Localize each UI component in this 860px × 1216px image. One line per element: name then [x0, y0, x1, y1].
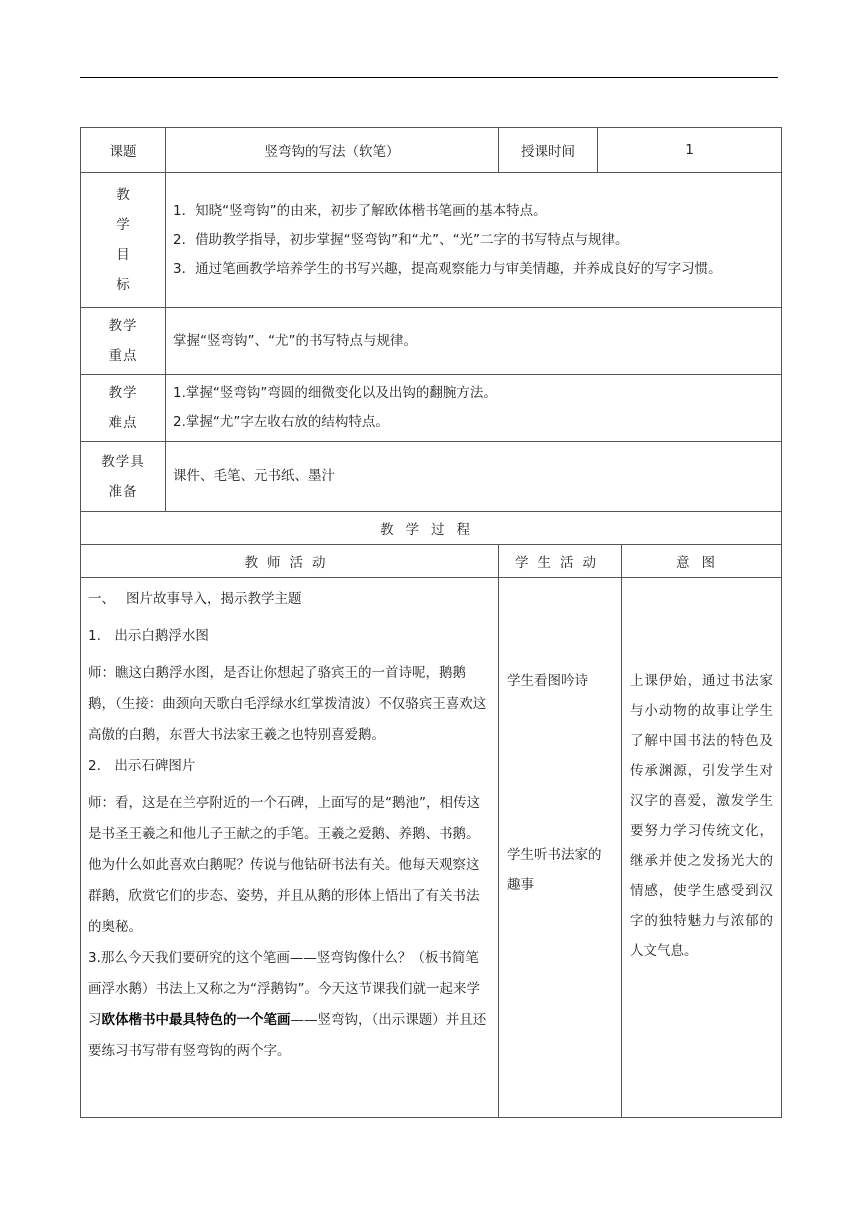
process-content-row — [81, 578, 782, 1118]
difficulties-label — [81, 375, 166, 442]
teacher-paragraph: 师：瞧这白鹅浮水图，是否让你想起了骆宾王的一首诗呢，鹅鹅鹅，（生接：曲颈向天歌白毛浮绿水红掌拨清波）不仅骆宾王喜欢这高傲的白鹅，东晋大书法家王羲之也特别喜爱鹅。 — [88, 665, 487, 743]
difficulty-item: 1.掌握“竖弯钩”弯圆的细微变化以及出钩的翻腕方法。 — [173, 385, 497, 401]
key-points-label-line: 教学 — [108, 318, 138, 334]
goal-item: 1．知晓“竖弯钩”的由来，初步了解欧体楷书笔画的基本特点。 — [173, 202, 547, 219]
process-header-row — [81, 545, 782, 578]
difficulties-content — [166, 375, 782, 442]
topic-label: 课题 — [81, 128, 166, 173]
teacher-activity — [81, 578, 499, 1118]
lesson-plan-table — [80, 127, 782, 1118]
goals-label-char: 目 — [116, 247, 130, 263]
teacher-step: 2. 出示石碑图片 — [88, 758, 196, 774]
teacher-step: 1. 出示白鹅浮水图 — [88, 628, 209, 644]
process-title-row — [81, 512, 782, 545]
intent-text: 上课伊始，通过书法家与小动物的故事让学生了解中国书法的特色及传承渊源，引发学生对汉字的喜爱，激发学生要努力学习传统文化，继承并使之发扬光大的情感，使学生感受到汉字的独特魅力与浓郁的人文气息。 — [630, 673, 774, 959]
materials-label — [81, 442, 166, 512]
key-points-label — [81, 308, 166, 375]
difficulties-label-line: 教学 — [108, 385, 138, 401]
materials-label-line: 教学具 — [101, 453, 145, 470]
difficulties-row — [81, 375, 782, 442]
goals-label — [81, 173, 166, 308]
difficulties-label-line: 难点 — [108, 415, 138, 431]
process-title: 教学过程 — [81, 512, 782, 545]
topic-value: 竖弯钩的写法（软笔） — [166, 128, 499, 173]
col-student-header: 学生活动 — [499, 545, 622, 578]
teacher-emphasis: 欧体楷书中最具特色的一个笔画 — [101, 1012, 291, 1028]
student-activity-item: 学生听书法家的趣事 — [507, 847, 602, 893]
key-points-row — [81, 308, 782, 375]
time-value: 1 — [598, 128, 782, 173]
student-activity-item: 学生看图吟诗 — [507, 673, 588, 689]
materials-text: 课件、毛笔、元书纸、墨汁 — [166, 442, 782, 512]
teacher-paragraph — [88, 943, 491, 1067]
goal-item: 3．通过笔画教学培养学生的书写兴趣，提高观察能力与审美情趣，并养成良好的写字习惯。 — [173, 260, 722, 277]
difficulty-item: 2.掌握“尤”字左收右放的结构特点。 — [173, 414, 389, 430]
teacher-text: ——竖弯钩，（出示课题）并且还要练习书写带有竖弯钩的两个字。 — [88, 1012, 487, 1059]
key-points-text: 掌握“竖弯钩”、“尤”的书写特点与规律。 — [166, 308, 782, 375]
student-activity — [499, 578, 622, 1118]
time-label: 授课时间 — [499, 128, 598, 173]
col-intent-header: 意图 — [622, 545, 782, 578]
teacher-section-title: 一、 图片故事导入，揭示教学主题 — [88, 591, 302, 607]
goals-label-char: 标 — [116, 277, 130, 293]
teacher-paragraph: 师：看，这是在兰亭附近的一个石碑，上面写的是“鹅池”，相传这是书圣王羲之和他儿子王献之的手笔。王羲之爱鹅、养鹅、书鹅。他为什么如此喜欢白鹅呢？传说与他钻研书法有关。他每天观察这群鹅，欣赏它们的步态、姿势，并且从鹅的形体上悟出了有关书法的奥秘。 — [88, 795, 480, 935]
teacher-text: 3.那么今天我们要研究的这个笔画——竖弯钩像什么？（板书简笔画浮水鹅）书法上又称之为“浮鹅钩”。今天这节课我们就一起来学习 — [88, 950, 480, 1028]
materials-row — [81, 442, 782, 512]
goals-label-char: 教 — [116, 187, 130, 203]
topic-row — [81, 128, 782, 173]
goals-label-char: 学 — [116, 217, 130, 233]
goals-content — [166, 173, 782, 308]
header-rule — [80, 77, 778, 78]
intent-content — [622, 578, 782, 1118]
goals-row — [81, 173, 782, 308]
goal-item: 2．借助教学指导，初步掌握“竖弯钩”和“尤”、“光”二字的书写特点与规律。 — [173, 231, 629, 248]
materials-label-line: 准备 — [108, 483, 138, 500]
col-teacher-header: 教师活动 — [81, 545, 499, 578]
key-points-label-line: 重点 — [108, 348, 138, 364]
